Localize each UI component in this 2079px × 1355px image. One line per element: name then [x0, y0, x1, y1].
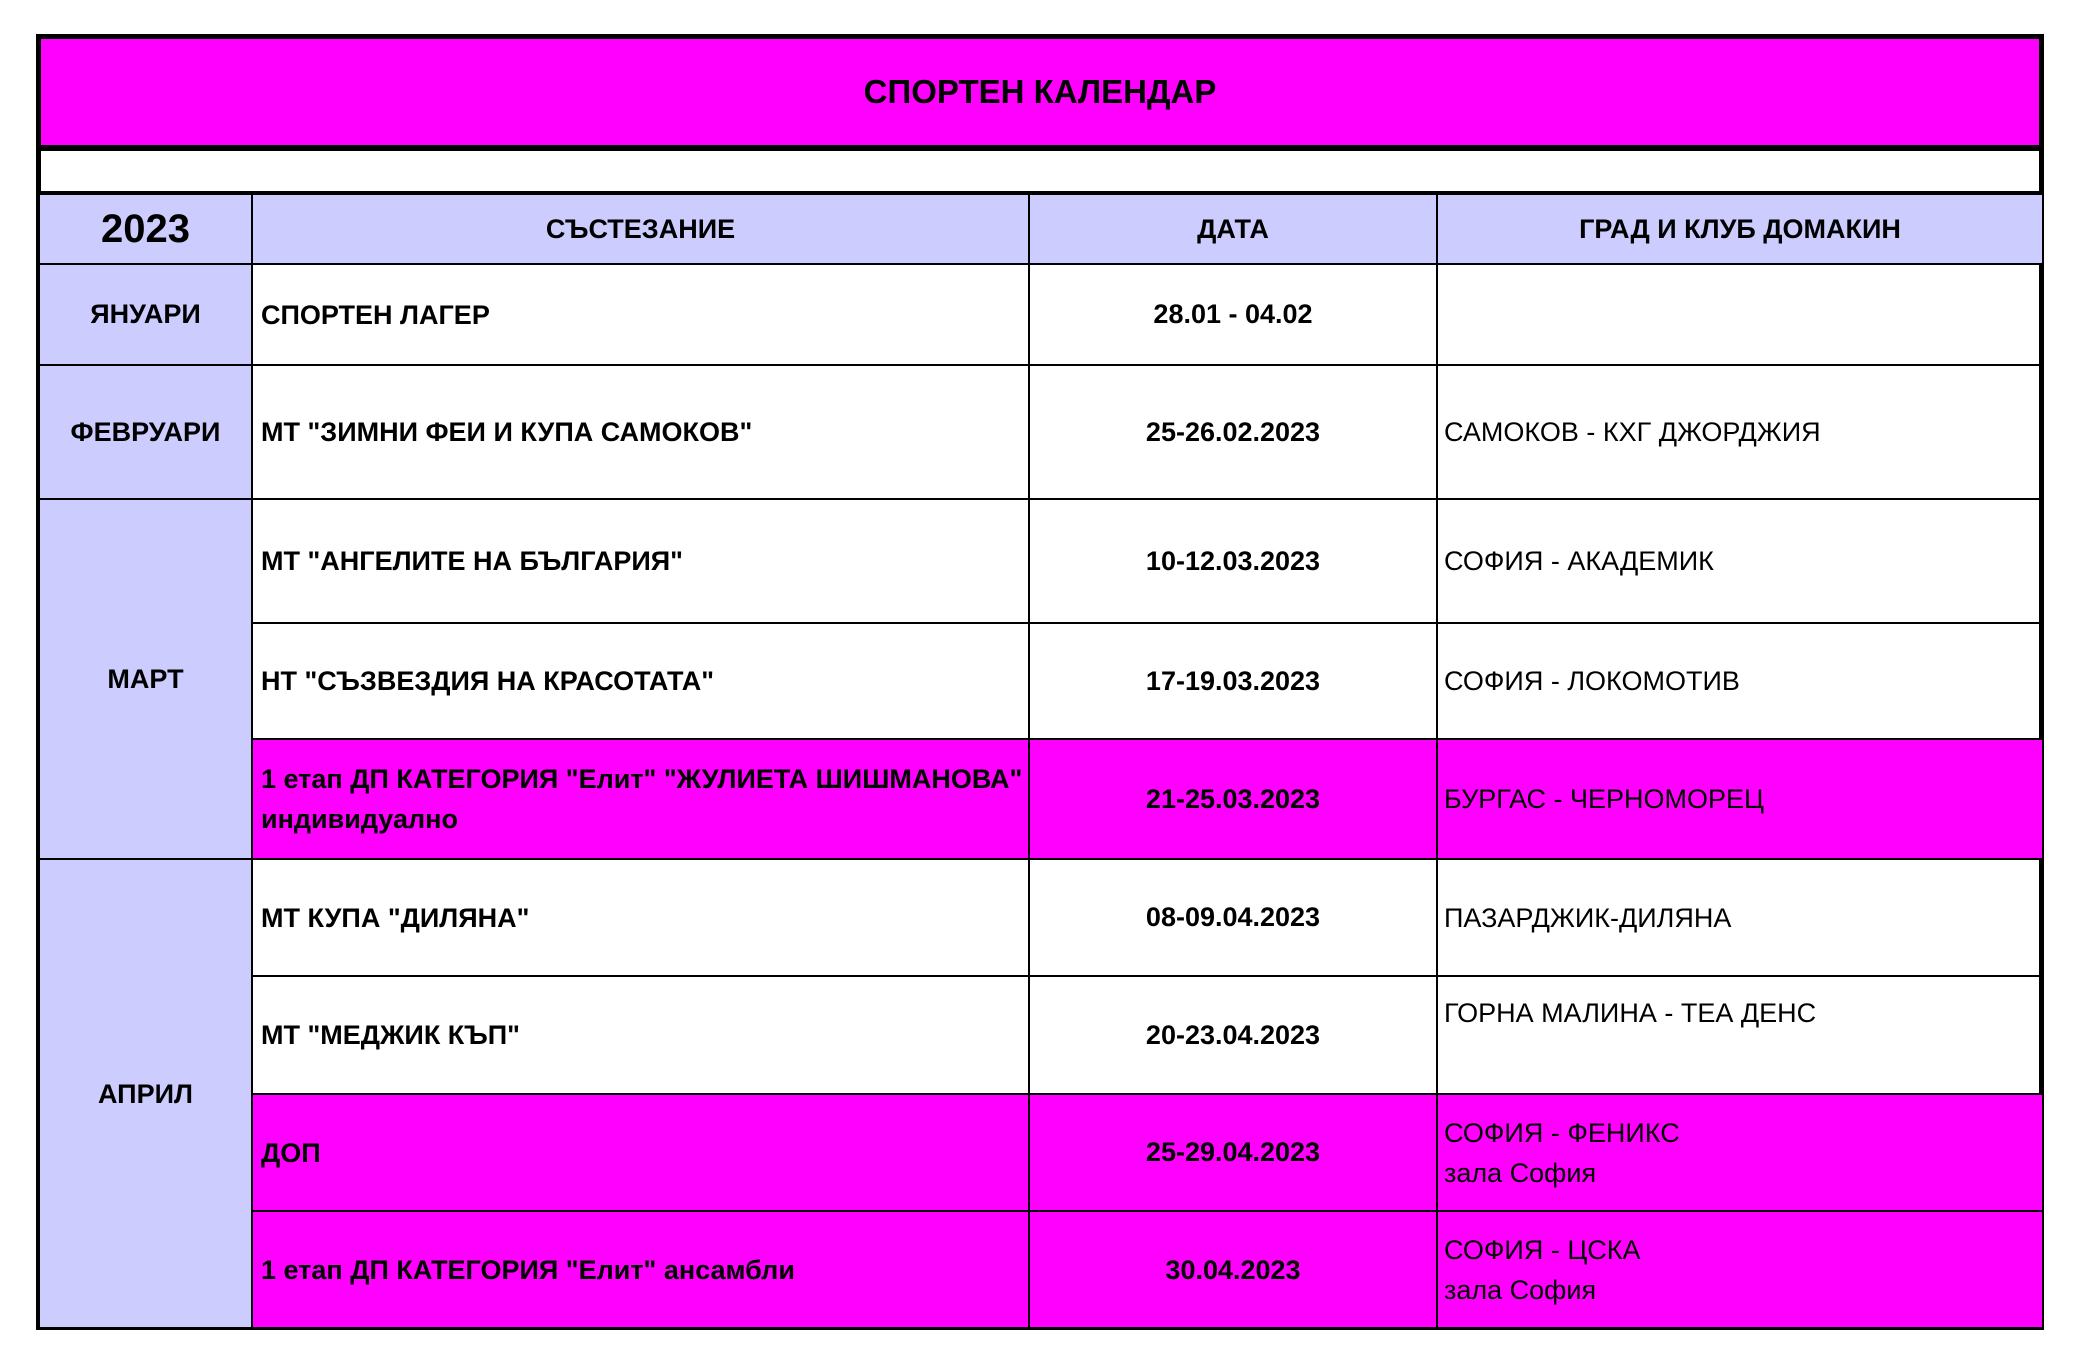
host-cell [1437, 976, 2043, 1094]
date-cell: 20-23.04.2023 [1029, 976, 1437, 1094]
host-cell [1437, 264, 2043, 365]
competition-cell: МТ "ЗИМНИ ФЕИ И КУПА САМОКОВ" [252, 365, 1029, 499]
competition-line: индивидуално [261, 804, 458, 834]
date-cell: 28.01 - 04.02 [1029, 264, 1437, 365]
year-header: 2023 [39, 194, 252, 264]
table-row [39, 976, 2043, 1094]
host-cell [1437, 499, 2043, 623]
host-cell [1437, 1094, 2043, 1211]
host-cell [1437, 1211, 2043, 1329]
host-line: ГОРНА МАЛИНА - ТЕА ДЕНС [1444, 998, 1817, 1028]
header-row [39, 194, 2043, 264]
competition-cell: ДОП [252, 1094, 1029, 1211]
host-cell [1437, 365, 2043, 499]
competition-cell: 1 етап ДП КАТЕГОРИЯ "Елит" ансамбли [252, 1211, 1029, 1329]
competition-cell: МТ "АНГЕЛИТЕ НА БЪЛГАРИЯ" [252, 499, 1029, 623]
host-line: зала София [1444, 1157, 1597, 1188]
date-cell: 25-29.04.2023 [1029, 1094, 1437, 1211]
table-row [39, 859, 2043, 976]
table-row-highlighted [39, 1094, 2043, 1211]
host-header: ГРАД И КЛУБ ДОМАКИН [1437, 194, 2043, 264]
date-cell: 30.04.2023 [1029, 1211, 1437, 1329]
host-line: БУРГАС - ЧЕРНОМОРЕЦ [1444, 784, 1764, 814]
calendar-table [38, 193, 2044, 1330]
host-line: САМОКОВ - КХГ ДЖОРДЖИЯ [1444, 417, 1821, 447]
title-text: СПОРТЕН КАЛЕНДАР [863, 73, 1217, 110]
host-cell [1437, 623, 2043, 739]
date-header: ДАТА [1029, 194, 1437, 264]
competition-line: 1 етап ДП КАТЕГОРИЯ "Елит" "ЖУЛИЕТА ШИШМАНОВА" [261, 764, 1023, 794]
table-row-highlighted [39, 1211, 2043, 1329]
competition-cell: СПОРТЕН ЛАГЕР [252, 264, 1029, 365]
competition-cell: НТ "СЪЗВЕЗДИЯ НА КРАСОТАТА" [252, 623, 1029, 739]
table-row-highlighted [39, 739, 2043, 859]
month-april: АПРИЛ [39, 859, 252, 1329]
table-row [39, 264, 2043, 365]
host-line: СОФИЯ - ЛОКОМОТИВ [1444, 666, 1740, 696]
competition-cell: МТ "МЕДЖИК КЪП" [252, 976, 1029, 1094]
table-row [39, 623, 2043, 739]
date-cell: 25-26.02.2023 [1029, 365, 1437, 499]
host-line: СОФИЯ - ФЕНИКС [1444, 1117, 1680, 1148]
month-february: ФЕВРУАРИ [39, 365, 252, 499]
competition-header: СЪСТЕЗАНИЕ [252, 194, 1029, 264]
page-title [36, 34, 2044, 150]
host-line: ПАЗАРДЖИК-ДИЛЯНА [1444, 902, 1732, 933]
host-line: СОФИЯ - ЦСКА [1444, 1235, 1641, 1265]
table-row [39, 365, 2043, 499]
host-cell [1437, 859, 2043, 976]
host-line: зала София [1444, 1275, 1597, 1305]
table-bottom-border [38, 1327, 2042, 1330]
host-cell [1437, 739, 2043, 859]
month-january: ЯНУАРИ [39, 264, 252, 365]
date-cell: 10-12.03.2023 [1029, 499, 1437, 623]
competition-cell [252, 739, 1029, 859]
table-row [39, 499, 2043, 623]
spacer-row [36, 146, 2044, 196]
date-cell: 21-25.03.2023 [1029, 739, 1437, 859]
competition-cell: МТ КУПА "ДИЛЯНА" [252, 859, 1029, 976]
date-cell: 17-19.03.2023 [1029, 623, 1437, 739]
month-march: МАРТ [39, 499, 252, 859]
date-cell: 08-09.04.2023 [1029, 859, 1437, 976]
host-line: СОФИЯ - АКАДЕМИК [1444, 546, 1714, 576]
